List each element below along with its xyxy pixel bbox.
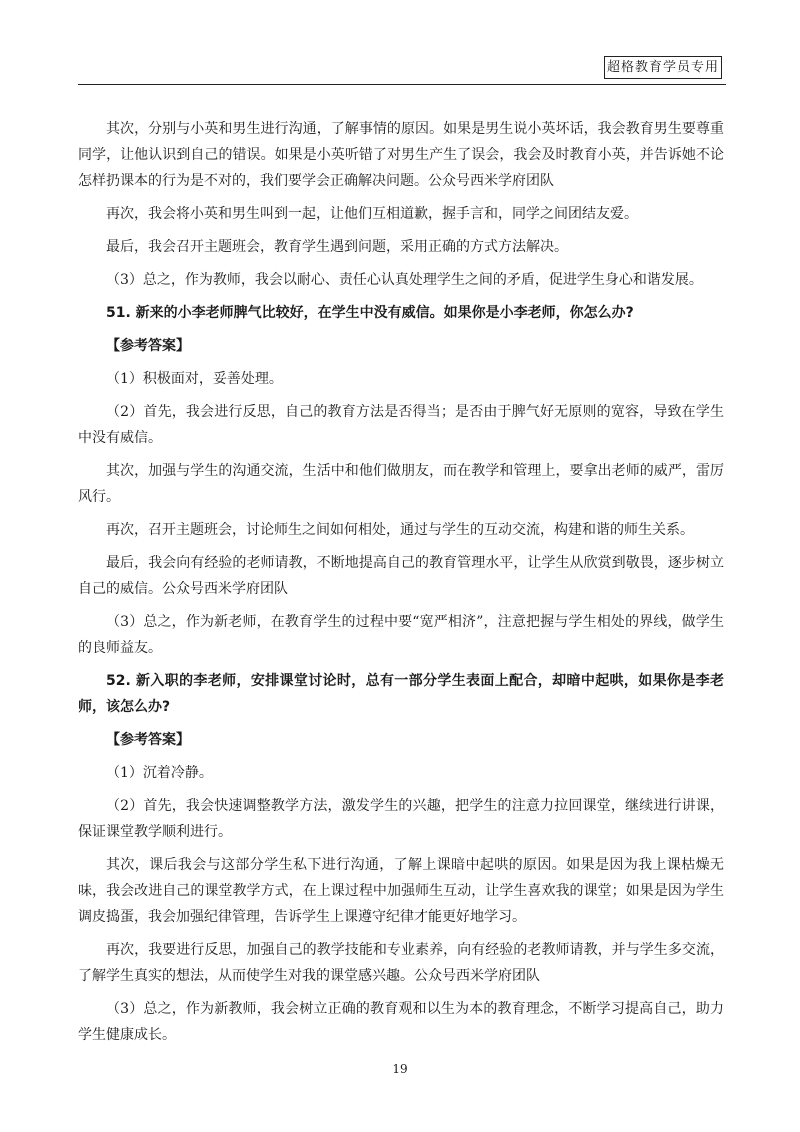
question-heading: 51. 新来的小李老师脾气比较好，在学生中没有威信。如果你是小李老师，你怎么办? [106,305,634,321]
paragraph: （3）总之，作为新教师，我会树立正确的教育观和以生为本的教育理念，不断学习提高自己，助力学生健康成长。 [78,1001,724,1043]
paragraph: （3）总之，作为教师，我会以耐心、责任心认真处理学生之间的矛盾，促进学生身心和谐发展。 [106,272,703,288]
header-divider [78,84,726,85]
paragraph: 再次，我会将小英和男生叫到一起，让他们互相道歉，握手言和，同学之间团结友爱。 [106,206,638,222]
reference-answer-label: 【参考答案】 [106,732,190,748]
header-badge: 超格教育学员专用 [604,56,722,79]
paragraph: （2）首先，我会快速调整教学方法，激发学生的兴趣，把学生的注意力拉回课堂，继续进行讲课，保证课堂教学顺利进行。 [78,798,724,840]
paragraph: （1）积极面对，妥善处理。 [106,371,283,387]
paragraph: （1）沉着冷静。 [106,765,213,781]
document-body [78,116,724,1055]
paragraph: 其次，加强与学生的沟通交流，生活中和他们做朋友，而在教学和管理上，要拿出老师的威严，雷厉风行。 [78,463,724,505]
paragraph: 最后，我会召开主题班会，教育学生遇到问题，采用正确的方式方法解决。 [106,239,568,255]
paragraph: 最后，我会向有经验的老师请教，不断地提高自己的教育管理水平，让学生从欣赏到敬畏，逐步树立自己的威信。公众号西米学府团队 [78,555,724,597]
paragraph: 再次，召开主题班会，讨论师生之间如何相处，通过与学生的互动交流，构建和谐的师生关系。 [106,522,694,538]
reference-answer-label: 【参考答案】 [106,338,190,354]
page-number: 19 [392,1062,408,1076]
paragraph: 其次，分别与小英和男生进行沟通，了解事情的原因。如果是男生说小英坏话，我会教育男生要尊重同学，让他认识到自己的错误。如果是小英听错了对男生产生了误会，我会及时教育小英，并告诉她不论怎样扔课本的行为是不对的，我们要学会正确解决问题。公众号西米学府团队 [78,121,724,189]
question-heading: 52. 新入职的李老师，安排课堂讨论时，总有一部分学生表面上配合，却暗中起哄，如果你是李老师，该怎么办? [78,673,724,715]
paragraph: 其次，课后我会与这部分学生私下进行沟通，了解上课暗中起哄的原因。如果是因为我上课枯燥无味，我会改进自己的课堂教学方式，在上课过程中加强师生互动，让学生喜欢我的课堂；如果是因为学生调皮捣蛋，我会加强纪律管理，告诉学生上课遵守纪律才能更好地学习。 [78,857,724,925]
paragraph: （3）总之，作为新老师，在教育学生的过程中要“宽严相济”，注意把握与学生相处的界线，做学生的良师益友。 [78,614,724,656]
paragraph: （2）首先，我会进行反思，自己的教育方法是否得当；是否由于脾气好无原则的宽容，导致在学生中没有威信。 [78,404,724,446]
paragraph: 再次，我要进行反思，加强自己的教学技能和专业素养，向有经验的老教师请教，并与学生多交流，了解学生真实的想法，从而使学生对我的课堂感兴趣。公众号西米学府团队 [78,942,724,984]
